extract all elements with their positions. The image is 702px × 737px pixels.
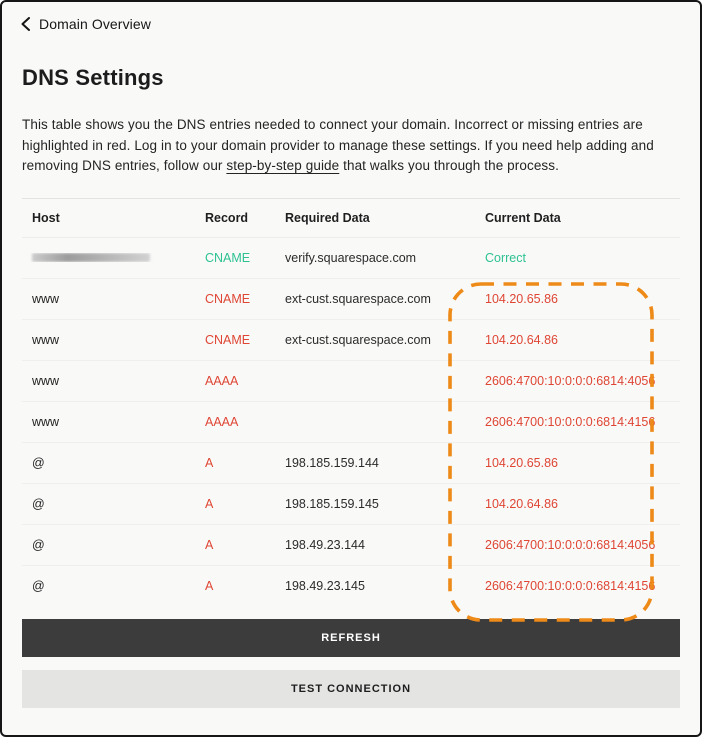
required-data-cell: 198.185.159.145 (285, 496, 379, 511)
current-data-cell: 2606:4700:10:0:0:0:6814:4156 (485, 579, 656, 593)
host-cell: www (32, 332, 60, 347)
required-data-cell: ext-cust.squarespace.com (285, 332, 431, 347)
table-row (22, 238, 680, 279)
current-data-cell: Correct (485, 250, 526, 265)
top-bar (2, 2, 700, 36)
host-cell: @ (32, 455, 45, 470)
table-row (22, 279, 680, 320)
table-row (22, 320, 680, 361)
host-cell: www (32, 373, 60, 388)
host-cell: www (32, 414, 60, 429)
table-row (22, 525, 680, 566)
record-cell: CNAME (205, 250, 251, 265)
record-cell: AAAA (205, 373, 239, 388)
host-cell: @ (32, 496, 45, 511)
table-row (22, 361, 680, 402)
host-cell: www (32, 291, 60, 306)
dns-records-table (22, 198, 680, 607)
current-data-cell: 104.20.65.86 (485, 291, 558, 306)
current-data-cell: 104.20.65.86 (485, 455, 558, 470)
record-cell: A (205, 496, 214, 511)
current-data-cell: 104.20.64.86 (485, 496, 558, 511)
description-text-after: that walks you through the process. (339, 158, 559, 173)
current-data-cell: 104.20.64.86 (485, 332, 558, 347)
current-data-cell: 2606:4700:10:0:0:0:6814:4056 (485, 537, 656, 552)
table-row (22, 484, 680, 525)
description-text-before: This table shows you the DNS entries needed to connect your domain. Incorrect or missing entries are highlighted in red. Log in to your domain provider to manage these settings. If you need help adding and removing DNS entries, follow our (22, 117, 654, 173)
table-row (22, 566, 680, 607)
current-data-cell: 2606:4700:10:0:0:0:6814:4156 (485, 414, 656, 429)
column-header-required-data: Required Data (285, 210, 370, 225)
step-by-step-guide-link[interactable]: step-by-step guide (226, 158, 340, 173)
record-cell: A (205, 455, 214, 470)
refresh-button[interactable]: REFRESH (22, 619, 680, 657)
table-body (22, 238, 680, 607)
table-header-row (22, 199, 680, 238)
back-to-domain-overview-link[interactable] (20, 16, 151, 32)
record-cell: A (205, 579, 214, 593)
column-header-record: Record (205, 210, 249, 225)
page-title: DNS Settings (22, 65, 164, 90)
record-cell: AAAA (205, 414, 239, 429)
required-data-cell: 198.185.159.144 (285, 455, 379, 470)
table-row (22, 402, 680, 443)
test-connection-button[interactable]: TEST CONNECTION (22, 670, 680, 708)
column-header-current-data: Current Data (485, 210, 561, 225)
host-cell: @ (32, 579, 45, 593)
chevron-left-icon (20, 17, 31, 31)
host-cell (22, 253, 195, 262)
required-data-cell: 198.49.23.145 (285, 579, 365, 593)
record-cell: CNAME (205, 332, 251, 347)
current-data-cell: 2606:4700:10:0:0:0:6814:4056 (485, 373, 656, 388)
required-data-cell: ext-cust.squarespace.com (285, 291, 431, 306)
host-cell: @ (32, 537, 45, 552)
required-data-cell: verify.squarespace.com (285, 250, 417, 265)
action-buttons (22, 619, 680, 708)
required-data-cell: 198.49.23.144 (285, 537, 365, 552)
record-cell: CNAME (205, 291, 251, 306)
redacted-host-bar (32, 253, 150, 262)
page-description (22, 115, 680, 177)
record-cell: A (205, 537, 214, 552)
back-link-label: Domain Overview (39, 16, 151, 32)
column-header-host: Host (32, 210, 60, 225)
table-row (22, 443, 680, 484)
